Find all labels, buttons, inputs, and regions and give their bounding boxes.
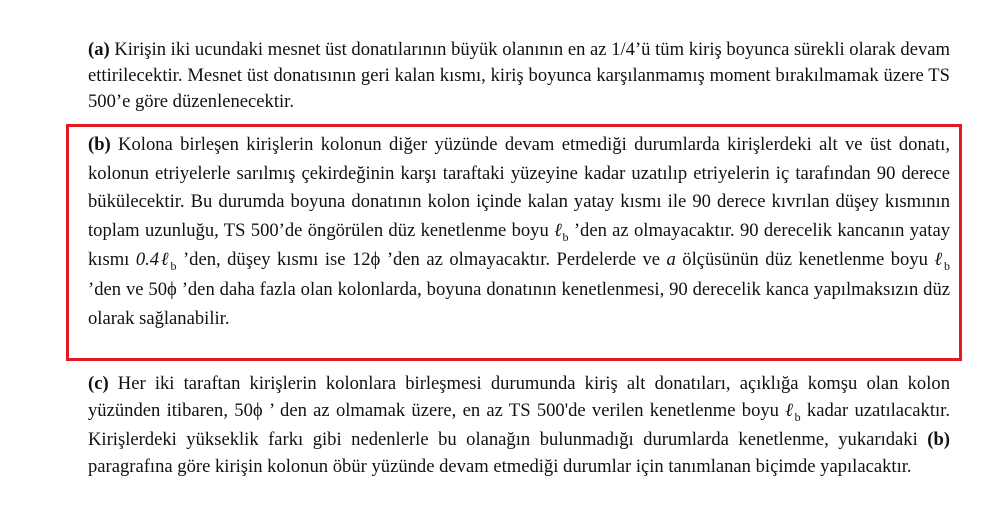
paragraph-b-text-3: ’den, düşey kısmı ise 12ϕ ’den az olmayacaktır. Perdelerde ve <box>176 249 667 271</box>
paragraph-a-text: Kirişin iki ucundaki mesnet üst donatılarının büyük olanının en az 1/4’ü tüm kiriş boyunca sürekli olarak devam ettirilecektir. Mesnet üst donatısının geri kalan kısmı, kiriş boyunca karşılanmamış moment bırakılmamak üzere TS 500’e göre düzenlenecektir. <box>88 39 950 112</box>
paragraph-b <box>88 131 950 333</box>
paragraph-b-text-5: ’den ve 50ϕ ’den daha fazla olan kolonlarda, boyuna donatının kenetlenmesi, 90 derecelik kanca yapılmaksızın düz olarak sağlanabilir. <box>88 278 950 329</box>
paragraph-c-marker: (c) <box>88 373 109 394</box>
paragraph-b-marker: (b) <box>88 134 111 155</box>
paragraph-a <box>88 37 950 115</box>
subscript-b: b <box>170 259 177 274</box>
symbol-a: a <box>666 249 676 271</box>
symbol-04lb: 0.4ℓ <box>135 249 171 271</box>
paragraph-b-text-4: ölçüsünün düz kenetlenme boyu <box>675 249 935 271</box>
subscript-b: b <box>944 259 950 274</box>
paragraph-a-marker: (a) <box>88 39 110 60</box>
paragraph-c-text-1: Her iki taraftan kirişlerin kolonlara birleşmesi durumunda kiriş alt donatıları, açıklığa komşu olan kolon yüzünden itibaren, 50ϕ ’ den az olmamak üzere, en az TS 500'de verilen kenetlenme boyu <box>88 373 950 421</box>
subscript-b: b <box>794 410 801 424</box>
paragraph-c-text-2: kadar uzatılacaktır. Kirişlerdeki yükseklik farkı gibi nedenlerle bu olanağın bulunmadığı durumlarda kenetlenme, yukarıdaki <box>88 400 950 450</box>
subscript-b: b <box>562 229 569 244</box>
paragraph-b-text-2: ’den az olmayacaktır. 90 derecelik kancanın yatay kısmı <box>88 219 951 271</box>
symbol-lb: ℓ <box>785 400 795 421</box>
symbol-lb: ℓ <box>934 249 944 271</box>
paragraph-b-text-1: Kolona birleşen kirişlerin kolonun diğer yüzünde devam etmediği durumlarda kirişlerdeki alt ve üst donatı, kolonun etriyelerle sarılmış çekirdeğinin karşı taraftaki yüzeyine kadar uzatılıp etriyelerin iç tarafından 90 derece bükülecektir. Bu durumda boyuna donatının kolon içinde kalan yatay kısmı ile 90 derece kıvrılan düşey kısmının toplam uzunluğu, TS 500’de öngörülen düz kenetlenme boyu <box>88 134 950 241</box>
paragraph-c-reference: (b) <box>927 429 950 450</box>
symbol-lb: ℓ <box>554 219 563 241</box>
paragraph-c <box>88 370 950 480</box>
paragraph-c-text-3: paragrafına göre kirişin kolonun öbür yüzünde devam etmediği durumlar için tanımlanan biçimde yapılacaktır. <box>88 456 912 477</box>
